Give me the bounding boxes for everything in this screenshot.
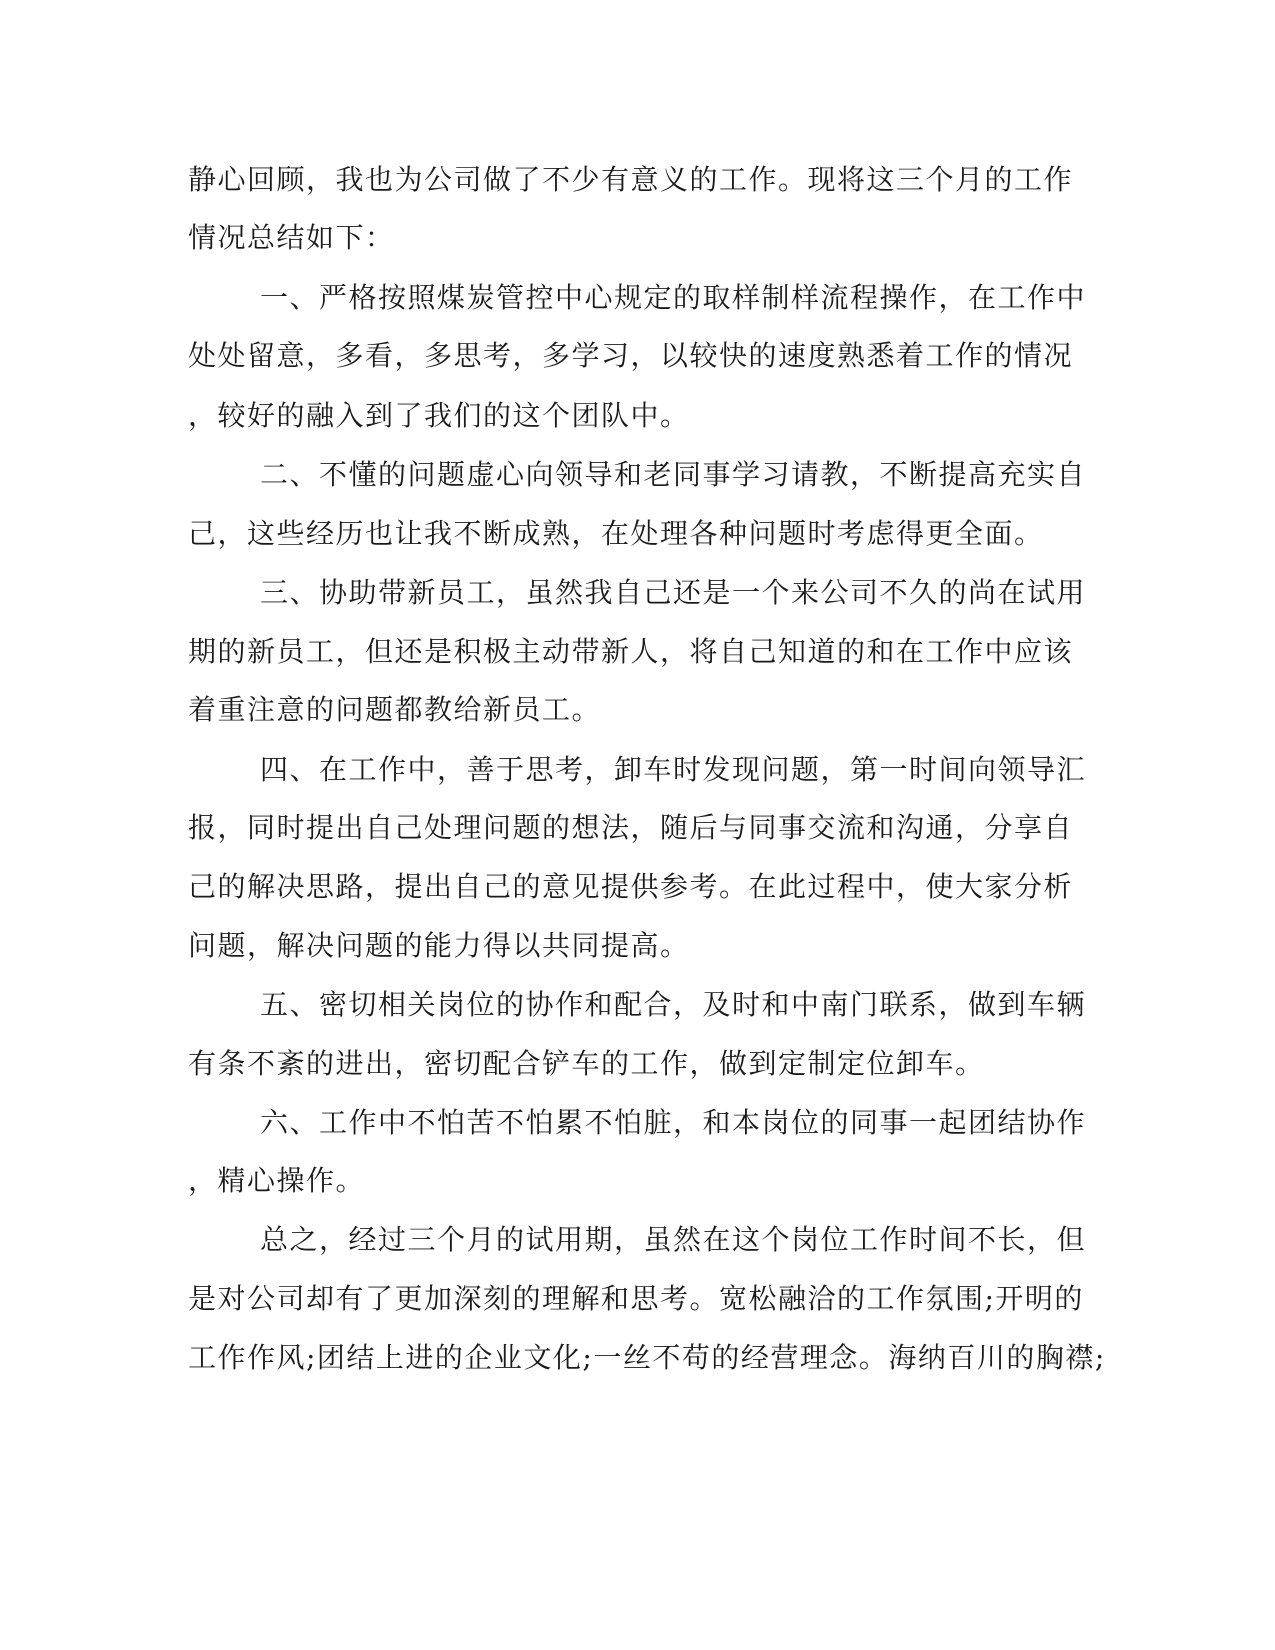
text-line: 静心回顾，我也为公司做了不少有意义的工作。现将这三个月的工作 [188,163,1074,196]
text-line: 有条不紊的进出，密切配合铲车的工作，做到定制定位卸车。 [188,1047,985,1080]
paragraph-first-line: 三、协助带新员工，虽然我自己还是一个来公司不久的尚在试用 [260,576,1087,609]
text-line: ，精心操作。 [188,1164,366,1197]
text-line: 着重注意的问题都教给新员工。 [188,693,602,726]
text-line: 报，同时提出自己处理问题的想法，随后与同事交流和沟通，分享自 [188,811,1074,844]
paragraph-first-line: 五、密切相关岗位的协作和配合，及时和中南门联系，做到车辆 [260,988,1087,1021]
paragraph-first-line: 二、不懂的问题虚心向领导和老同事学习请教，不断提高充实自 [260,458,1087,491]
text-line: ，较好的融入到了我们的这个团队中。 [188,399,690,432]
text-line: 期的新员工，但还是积极主动带新人，将自己知道的和在工作中应该 [188,635,1074,668]
paragraph-first-line: 四、在工作中，善于思考，卸车时发现问题，第一时间向领导汇 [260,753,1087,786]
paragraph-first-line: 总之，经过三个月的试用期，虽然在这个岗位工作时间不长，但 [260,1223,1087,1256]
text-line: 工作作风;团结上进的企业文化;一丝不苟的经营理念。海纳百川的胸襟; [188,1341,1106,1374]
text-line: 问题，解决问题的能力得以共同提高。 [188,929,690,962]
paragraph-first-line: 一、严格按照煤炭管控中心规定的取样制样流程操作，在工作中 [260,281,1087,314]
paragraph-first-line: 六、工作中不怕苦不怕累不怕脏，和本岗位的同事一起团结协作 [260,1106,1087,1139]
text-line: 己的解决思路，提出自己的意见提供参考。在此过程中，使大家分析 [188,870,1074,903]
text-line: 己，这些经历也让我不断成熟，在处理各种问题时考虑得更全面。 [188,517,1044,550]
text-line: 情况总结如下： [188,221,395,254]
text-line: 处处留意，多看，多思考，多学习，以较快的速度熟悉着工作的情况 [188,339,1074,372]
text-line: 是对公司却有了更加深刻的理解和思考。宽松融洽的工作氛围;开明的 [188,1282,1084,1315]
